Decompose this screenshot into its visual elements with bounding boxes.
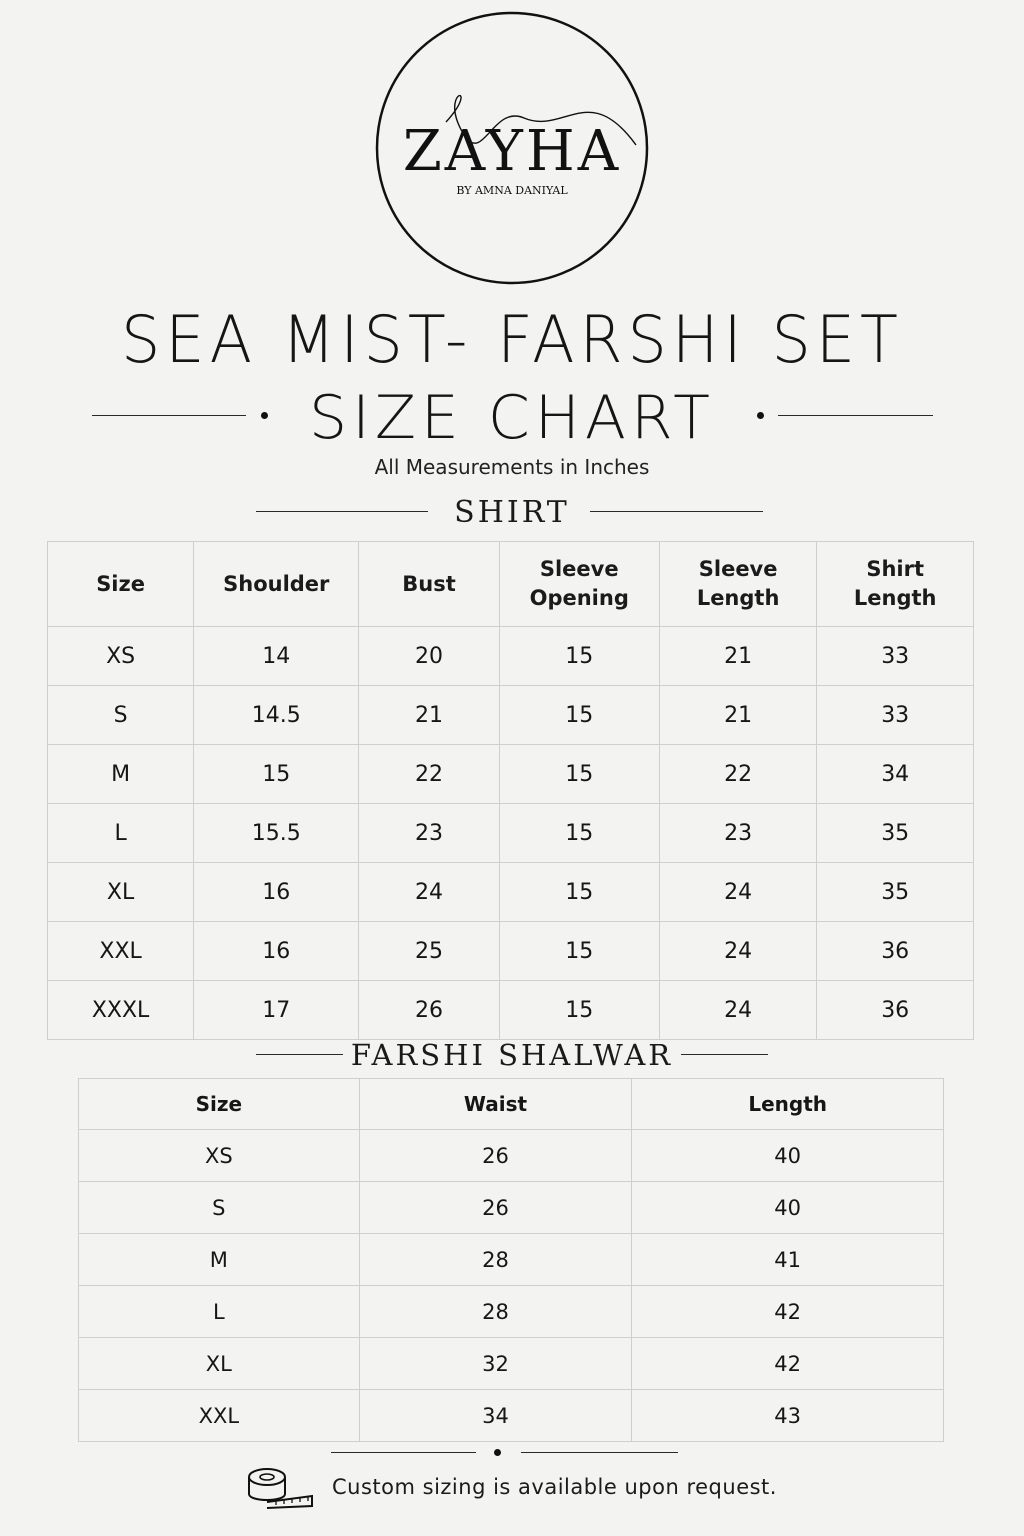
shalwar-column-header: Waist bbox=[359, 1079, 632, 1130]
measurement-cell: 34 bbox=[817, 745, 974, 804]
size-cell: XL bbox=[48, 863, 194, 922]
measurement-cell: 32 bbox=[359, 1338, 632, 1390]
measurement-cell: 23 bbox=[359, 804, 499, 863]
measurement-cell: 36 bbox=[817, 922, 974, 981]
table-row bbox=[48, 627, 974, 686]
measurement-cell: 36 bbox=[817, 981, 974, 1040]
measurement-cell: 21 bbox=[359, 686, 499, 745]
brand-name: ZAYHA bbox=[402, 119, 622, 184]
size-cell: XS bbox=[79, 1130, 360, 1182]
shalwar-column-header: Size bbox=[79, 1079, 360, 1130]
measurement-cell: 24 bbox=[659, 922, 817, 981]
size-cell: M bbox=[79, 1234, 360, 1286]
measurement-cell: 28 bbox=[359, 1234, 632, 1286]
table-row bbox=[48, 686, 974, 745]
measurement-cell: 22 bbox=[359, 745, 499, 804]
size-cell: XXXL bbox=[48, 981, 194, 1040]
measurement-cell: 14 bbox=[194, 627, 359, 686]
measurement-cell: 33 bbox=[817, 627, 974, 686]
measurement-cell: 15 bbox=[499, 981, 659, 1040]
shalwar-heading: FARSHI SHALWAR bbox=[350, 1038, 674, 1072]
measurement-cell: 15 bbox=[499, 804, 659, 863]
footer-right-rule bbox=[521, 1452, 678, 1453]
shirt-column-header: Bust bbox=[359, 542, 499, 627]
measurement-cell: 15.5 bbox=[194, 804, 359, 863]
table-row bbox=[48, 863, 974, 922]
measurement-cell: 33 bbox=[817, 686, 974, 745]
measurement-cell: 42 bbox=[632, 1338, 944, 1390]
size-cell: XXL bbox=[79, 1390, 360, 1442]
measurement-cell: 15 bbox=[194, 745, 359, 804]
page-title: SEA MIST- FARSHI SET bbox=[121, 301, 903, 378]
footer-dot bbox=[494, 1449, 501, 1456]
measurement-cell: 26 bbox=[359, 1182, 632, 1234]
size-cell: L bbox=[48, 804, 194, 863]
measurement-cell: 17 bbox=[194, 981, 359, 1040]
size-cell: XL bbox=[79, 1338, 360, 1390]
footer-left-rule bbox=[331, 1452, 476, 1453]
page-subtitle: SIZE CHART bbox=[309, 383, 715, 453]
measurement-cell: 22 bbox=[659, 745, 817, 804]
measurement-cell: 41 bbox=[632, 1234, 944, 1286]
table-row bbox=[48, 981, 974, 1040]
measurement-cell: 35 bbox=[817, 804, 974, 863]
shirt-column-header: Sleeve Length bbox=[659, 542, 817, 627]
shirt-right-rule bbox=[590, 511, 763, 512]
measurement-cell: 15 bbox=[499, 745, 659, 804]
shirt-column-header: Size bbox=[48, 542, 194, 627]
shalwar-size-table bbox=[78, 1078, 944, 1442]
shirt-heading: SHIRT bbox=[454, 495, 570, 530]
table-row bbox=[79, 1234, 944, 1286]
measurement-cell: 20 bbox=[359, 627, 499, 686]
measurement-cell: 35 bbox=[817, 863, 974, 922]
measurement-cell: 34 bbox=[359, 1390, 632, 1442]
measurement-cell: 26 bbox=[359, 1130, 632, 1182]
measurement-note: All Measurements in Inches bbox=[374, 455, 650, 479]
measurement-cell: 14.5 bbox=[194, 686, 359, 745]
size-cell: S bbox=[79, 1182, 360, 1234]
shalwar-right-rule bbox=[681, 1054, 768, 1055]
shirt-column-header: Shoulder bbox=[194, 542, 359, 627]
table-row bbox=[79, 1390, 944, 1442]
measurement-cell: 24 bbox=[659, 981, 817, 1040]
size-cell: S bbox=[48, 686, 194, 745]
table-row bbox=[48, 804, 974, 863]
measurement-cell: 15 bbox=[499, 686, 659, 745]
measurement-cell: 23 bbox=[659, 804, 817, 863]
table-row bbox=[79, 1182, 944, 1234]
measurement-cell: 16 bbox=[194, 922, 359, 981]
subtitle-right-rule bbox=[778, 415, 933, 416]
subtitle-right-dot bbox=[757, 412, 764, 419]
measuring-tape-icon bbox=[246, 1466, 316, 1510]
measurement-cell: 21 bbox=[659, 627, 817, 686]
measurement-cell: 24 bbox=[359, 863, 499, 922]
measurement-cell: 15 bbox=[499, 627, 659, 686]
size-cell: L bbox=[79, 1286, 360, 1338]
shirt-header-row bbox=[48, 542, 974, 627]
measurement-cell: 40 bbox=[632, 1182, 944, 1234]
table-row bbox=[48, 745, 974, 804]
measurement-cell: 40 bbox=[632, 1130, 944, 1182]
measurement-cell: 25 bbox=[359, 922, 499, 981]
table-row bbox=[79, 1130, 944, 1182]
brand-logo bbox=[374, 10, 650, 286]
measurement-cell: 43 bbox=[632, 1390, 944, 1442]
measurement-cell: 15 bbox=[499, 922, 659, 981]
shirt-column-header: Sleeve Opening bbox=[499, 542, 659, 627]
shalwar-header-row bbox=[79, 1079, 944, 1130]
measurement-cell: 24 bbox=[659, 863, 817, 922]
size-cell: M bbox=[48, 745, 194, 804]
measurement-cell: 26 bbox=[359, 981, 499, 1040]
shirt-column-header: Shirt Length bbox=[817, 542, 974, 627]
measurement-cell: 28 bbox=[359, 1286, 632, 1338]
subtitle-row bbox=[0, 380, 1024, 456]
size-cell: XS bbox=[48, 627, 194, 686]
size-cell: XXL bbox=[48, 922, 194, 981]
measurement-cell: 16 bbox=[194, 863, 359, 922]
measurement-cell: 21 bbox=[659, 686, 817, 745]
shirt-size-table bbox=[47, 541, 974, 1040]
measurement-cell: 15 bbox=[499, 863, 659, 922]
custom-sizing-note: Custom sizing is available upon request. bbox=[332, 1475, 777, 1499]
table-row bbox=[79, 1338, 944, 1390]
brand-tagline: BY AMNA DANIYAL bbox=[456, 184, 568, 197]
table-row bbox=[79, 1286, 944, 1338]
table-row bbox=[48, 922, 974, 981]
measurement-cell: 42 bbox=[632, 1286, 944, 1338]
shalwar-column-header: Length bbox=[632, 1079, 944, 1130]
